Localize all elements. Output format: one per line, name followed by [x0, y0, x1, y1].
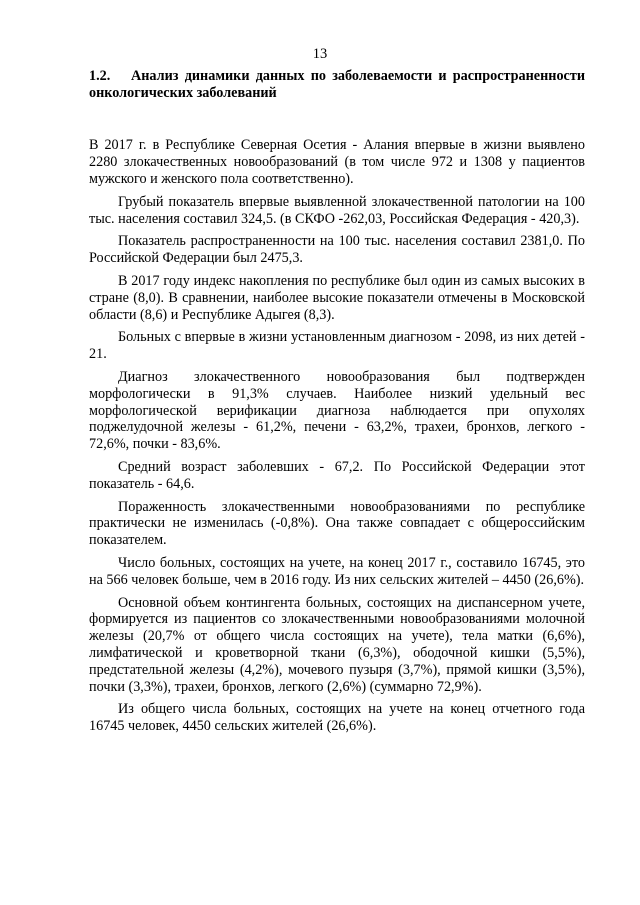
paragraph-text: Число больных, состоящих на учете, на конец 2017 г., составило 16745, это на 566 человек больше, чем в 2016 году. Из них сельских жителей – 4450 (26,6%).	[89, 554, 585, 588]
paragraph	[89, 194, 585, 228]
paragraph	[89, 499, 585, 549]
paragraph	[89, 273, 585, 323]
paragraph	[89, 329, 585, 363]
section-number: 1.2.	[89, 68, 111, 84]
paragraph-text: Средний возраст заболевших - 67,2. По Российской Федерации этот показатель - 64,6.	[89, 458, 585, 492]
paragraph	[89, 701, 585, 735]
paragraph-text: Основной объем контингента больных, состоящих на диспансерном учете, формируется из пациентов со злокачественными новообразованиями молочной железы (20,7% от общего числа состоящих на учете), тела матки (6,6%), лимфатической и кроветворной ткани (6,3%), ободочной кишки (5,5%), предстательной железы (4,2%), мочевого пузыря (3,7%), прямой кишки (3,5%), почки (3,3%), трахеи, бронхов, легкого (2,6%) (суммарно 72,9%).	[89, 594, 585, 695]
paragraph-text: Грубый показатель впервые выявленной злокачественной патологии на 100 тыс. населения составил 324,5. (в СКФО -262,03, Российская Федерация - 420,3).	[89, 193, 585, 227]
paragraph-text: Больных с впервые в жизни установленным диагнозом - 2098, из них детей - 21.	[89, 329, 585, 363]
paragraph-text: В 2017 году индекс накопления по республике был один из самых высоких в стране (8,0). В сравнении, наиболее высокие показатели отмечены в Московской области (8,6) и Республике Адыгея (8,3).	[89, 272, 585, 323]
page-number: 13	[312, 46, 328, 62]
paragraph	[89, 121, 585, 188]
paragraph-text: Диагноз злокачественного новообразования был подтвержден морфологически в 91,3% случаев. Наиболее низкий удельный вес морфологической верификации диагноза наблюдается при опухолях поджелудочной железы - 61,2%, печени - 63,2%, трахеи, бронхов, легкого - 72,6%, почки - 83,6%.	[89, 368, 585, 453]
paragraph-text: Из общего числа больных, состоящих на учете на конец отчетного года 16745 человек, 4450 сельских жителей (26,6%).	[89, 701, 585, 735]
paragraph	[89, 459, 585, 493]
paragraph	[89, 555, 585, 589]
paragraph	[89, 595, 585, 696]
section-title: Анализ динамики данных по заболеваемости и распространенности онкологических заболеваний	[89, 68, 585, 101]
document-body	[89, 68, 585, 741]
paragraph	[89, 369, 585, 453]
paragraph-text: В 2017 г. в Республике Северная Осетия - Алания впервые в жизни выявлено 2280 злокачественных новообразований (в том числе 972 и 1308 у пациентов мужского и женского пола соответственно).	[89, 137, 585, 187]
section-heading	[89, 68, 585, 102]
paragraph-text: Показатель распространенности на 100 тыс. населения составил 2381,0. По Российской Федерации был 2475,3.	[89, 233, 585, 267]
paragraph-text: Пораженность злокачественными новообразованиями по республике практически не изменилась (-0,8%). Она также совпадает с общероссийским показателем.	[89, 498, 585, 549]
paragraph	[89, 233, 585, 267]
